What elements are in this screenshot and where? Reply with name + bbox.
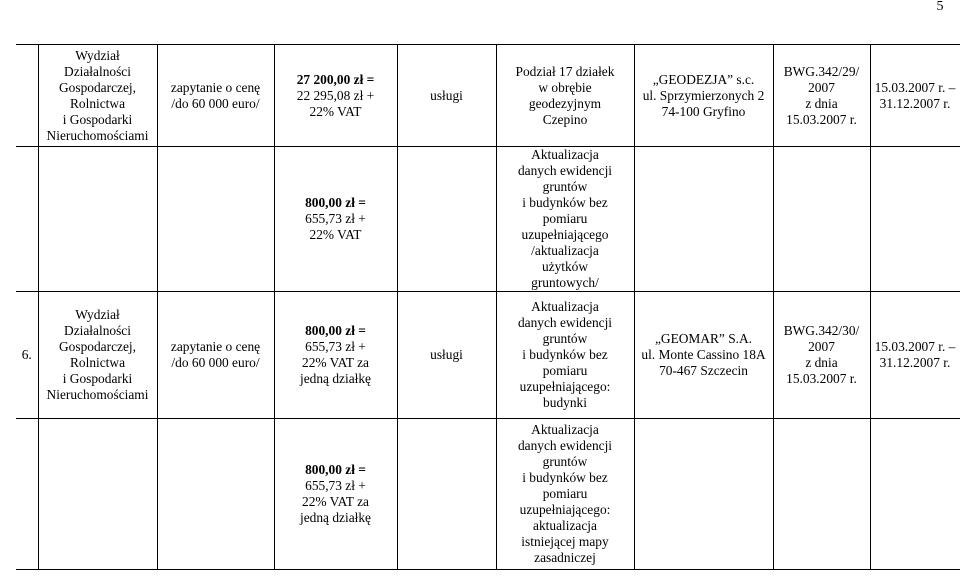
contract-cell: [773, 147, 870, 292]
department-cell: Wydział Działalności Gospodarczej, Rolnictwa i Gospodarki Nieruchomościami: [38, 292, 157, 419]
value-cell: 800,00 zł = 655,73 zł + 22% VAT: [274, 147, 397, 292]
contract-cell: BWG.342/30/ 2007 z dnia 15.03.2007 r.: [773, 292, 870, 419]
value-cell: 800,00 zł = 655,73 zł + 22% VAT za jedną działkę: [274, 419, 397, 570]
contractor-cell: „GEOMAR” S.A. ul. Monte Cassino 18A 70-467 Szczecin: [634, 292, 773, 419]
value-gross: 800,00 zł =: [305, 323, 366, 338]
department-cell: [38, 419, 157, 570]
type-cell: [397, 419, 496, 570]
period-cell: [870, 147, 960, 292]
value-cell: 800,00 zł = 655,73 zł + 22% VAT za jedną działkę: [274, 292, 397, 419]
contractor-cell: [634, 419, 773, 570]
subject-cell: Aktualizacja danych ewidencji gruntów i budynków bez pomiaru uzupełniającego /aktualizacja użytków gruntowych/: [496, 147, 634, 292]
lp-cell: [16, 147, 38, 292]
subject-cell: Aktualizacja danych ewidencji gruntów i budynków bez pomiaru uzupełniającego: aktualizacja istniejącej mapy zasadniczej: [496, 419, 634, 570]
subject-cell: Aktualizacja danych ewidencji gruntów i budynków bez pomiaru uzupełniającego: budynki: [496, 292, 634, 419]
type-cell: usługi: [397, 45, 496, 147]
subject-cell: Podział 17 działek w obrębie geodezyjnym Czepino: [496, 45, 634, 147]
contractor-cell: „GEODEZJA” s.c. ul. Sprzymierzonych 2 74-100 Gryfino: [634, 45, 773, 147]
value-gross: 800,00 zł =: [305, 195, 366, 210]
department-cell: [38, 147, 157, 292]
type-cell: usługi: [397, 292, 496, 419]
value-gross: 27 200,00 zł =: [296, 71, 375, 87]
table-row: [16, 147, 960, 292]
procurement-mode-cell: [157, 147, 274, 292]
type-cell: [397, 147, 496, 292]
procurement-table: [16, 44, 960, 570]
value-cell: 27 200,00 zł = 22 295,08 zł + 22% VAT: [274, 45, 397, 147]
contract-cell: [773, 419, 870, 570]
lp-cell: [16, 45, 38, 147]
procurement-mode-cell: zapytanie o cenę /do 60 000 euro/: [157, 45, 274, 147]
page-number: 5: [936, 0, 944, 14]
contract-cell: BWG.342/29/ 2007 z dnia 15.03.2007 r.: [773, 45, 870, 147]
period-cell: [870, 419, 960, 570]
table-row: [16, 419, 960, 570]
table-row: [16, 45, 960, 147]
procurement-mode-cell: [157, 419, 274, 570]
lp-cell: [16, 419, 38, 570]
lp-cell: 6.: [16, 292, 38, 419]
department-cell: Wydział Działalności Gospodarczej, Rolnictwa i Gospodarki Nieruchomościami: [38, 45, 157, 147]
value-gross: 800,00 zł =: [305, 462, 366, 477]
period-cell: 15.03.2007 r. – 31.12.2007 r.: [870, 292, 960, 419]
period-cell: 15.03.2007 r. – 31.12.2007 r.: [870, 45, 960, 147]
table-row: [16, 292, 960, 419]
contractor-cell: [634, 147, 773, 292]
procurement-mode-cell: zapytanie o cenę /do 60 000 euro/: [157, 292, 274, 419]
